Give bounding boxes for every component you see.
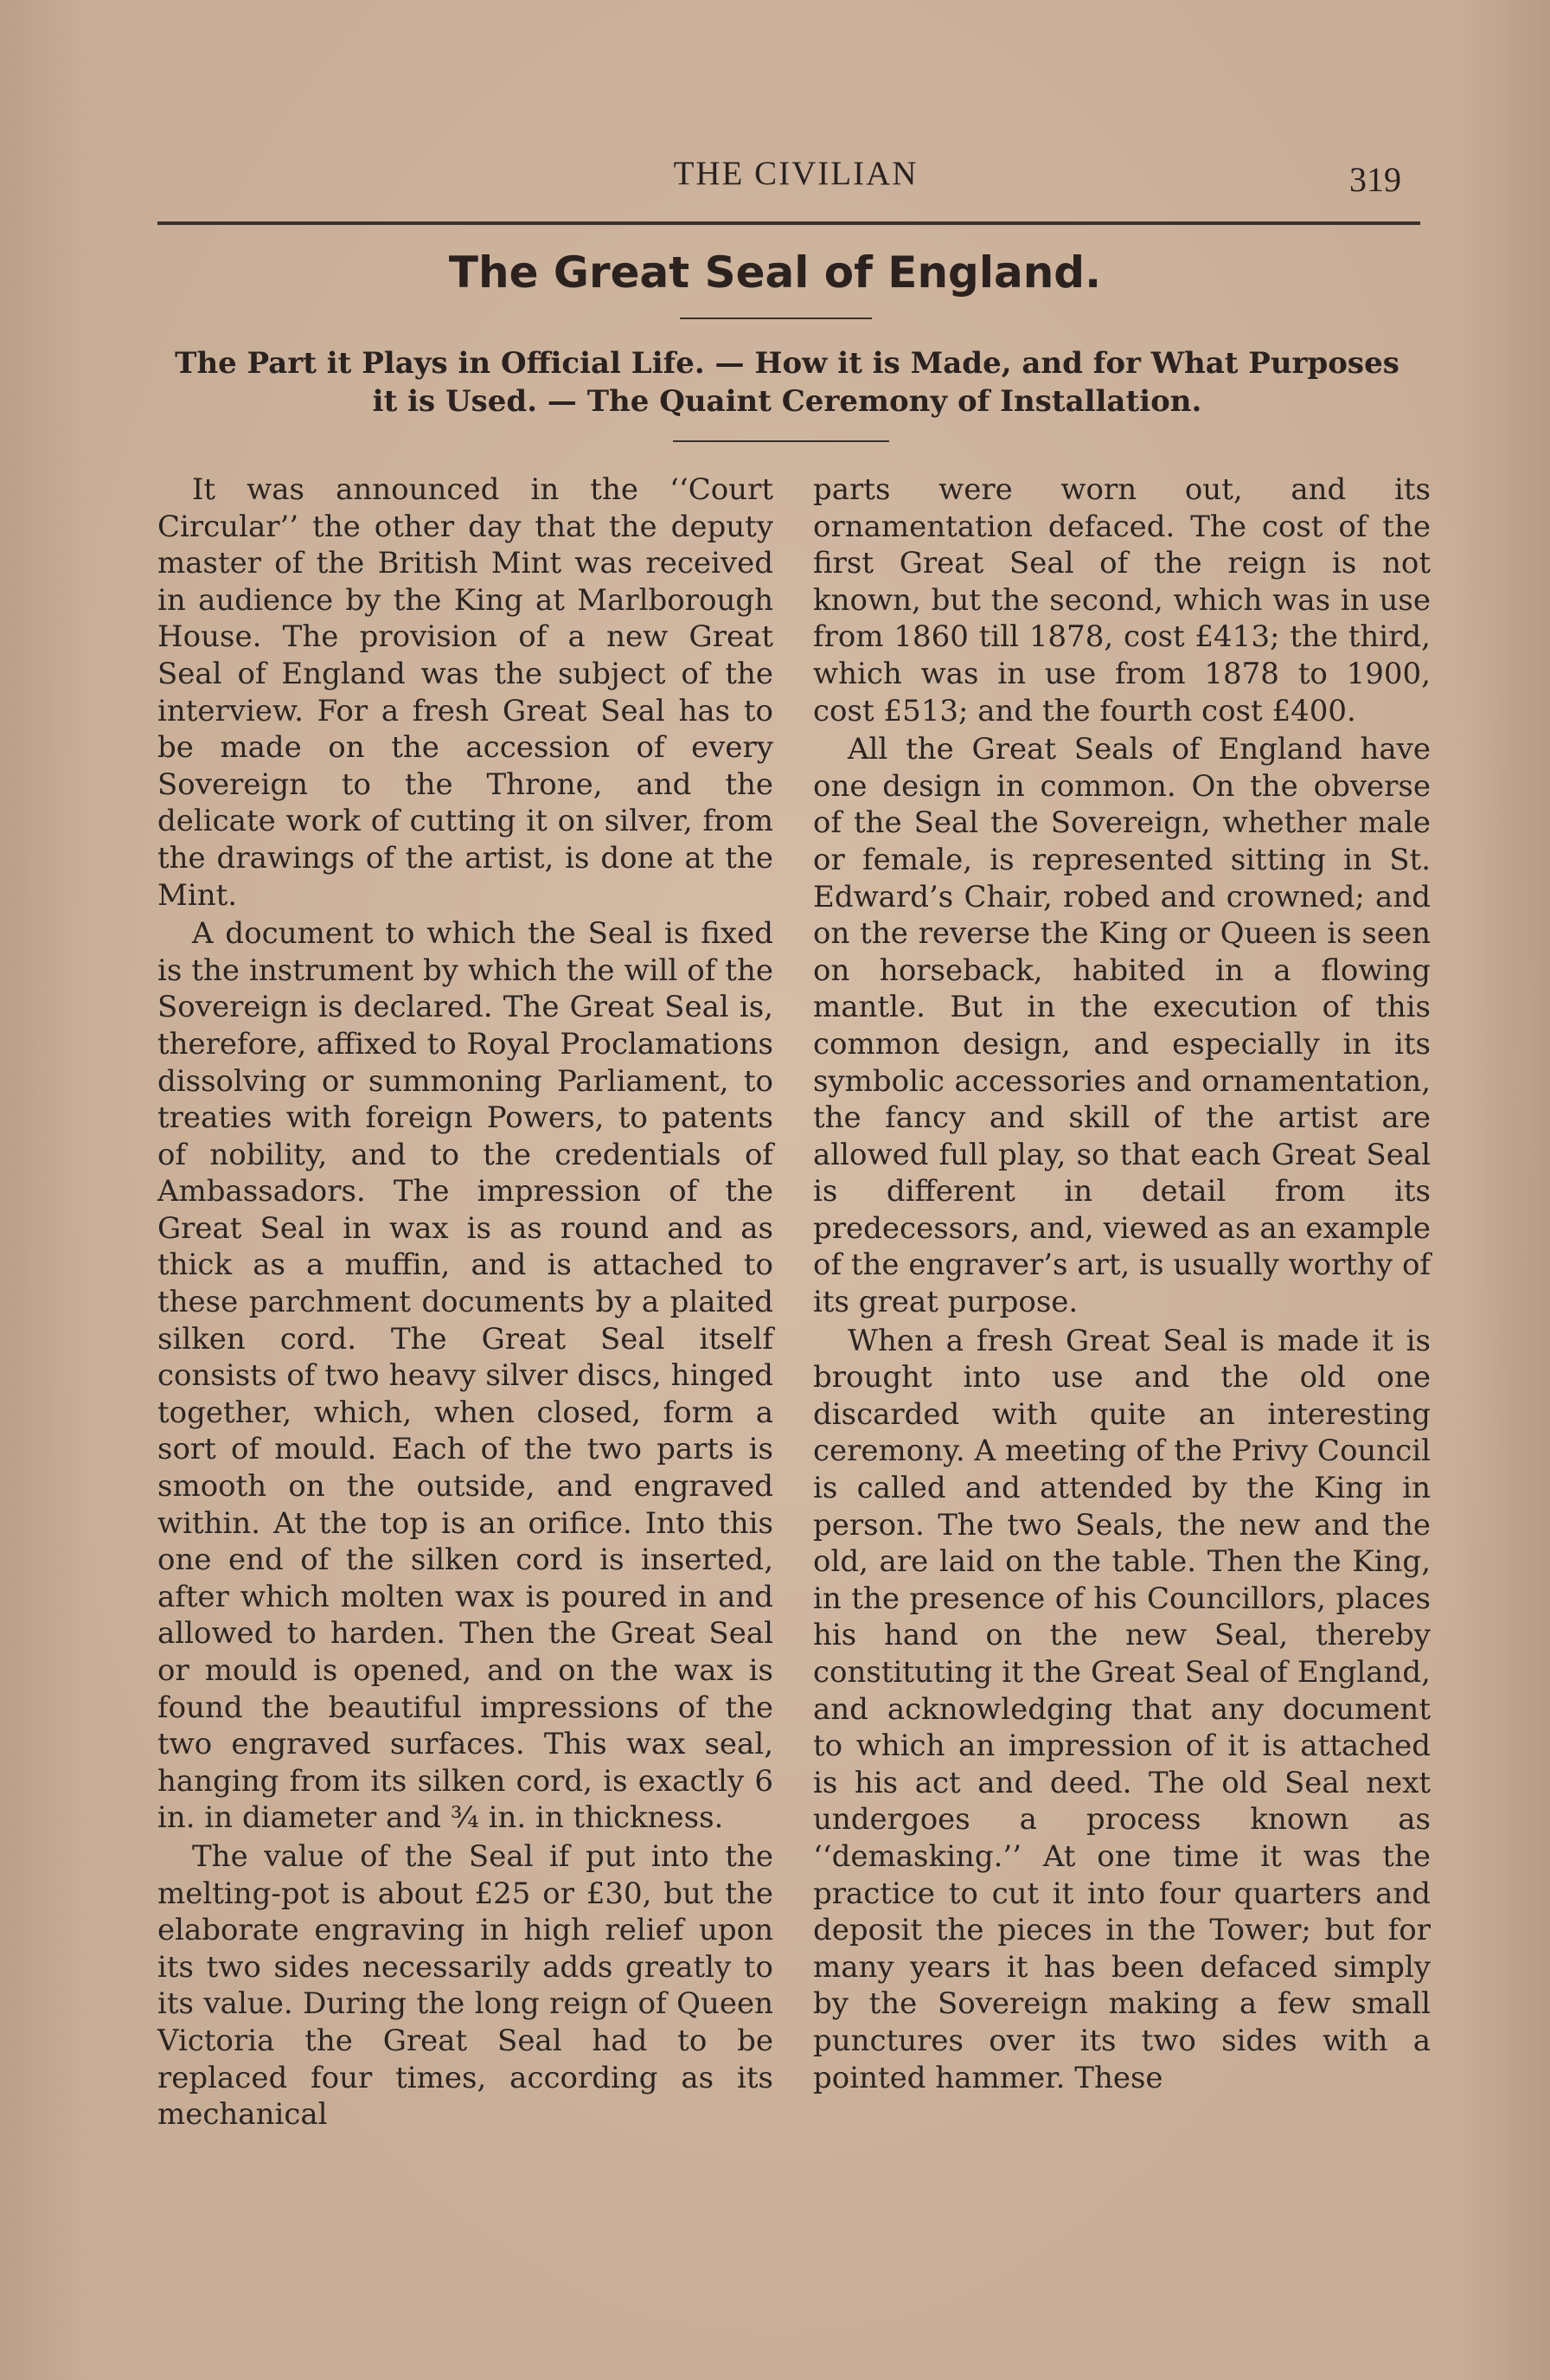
left-column [157,472,773,2133]
paragraph: parts were worn out, and its ornamentation defaced. The cost of the first Great Seal of the reign is not known, but the second, which was in use from 1860 till 1878, cost £413; the third, which was in use from 1878 to 1900, cost £513; and the fourth cost £400. [813,472,1431,728]
article-subtitle: The Part it Plays in Official Life. — How it is Made, and for What Purposes it is Used. — The Quaint Ceremony of Installation. [175,346,1399,419]
paragraph: A document to which the Seal is fixed is the instrument by which the will of the Sovereign is declared. The Great Seal is, therefore, affixed to Royal Proclamations dissolving or summoning Parliament, to treaties with foreign Powers, to patents of nobility, and to the credentials of Ambassadors. The impression of the Great Seal in wax is as round and as thick as a muffin, and is attached to these parchment documents by a plaited silken cord. The Great Seal itself consists of two heavy silver discs, hinged together, which, when closed, form a sort of mould. Each of the two parts is smooth on the outside, and engraved within. At the top is an orifice. Into this one end of the silken cord is inserted, after which molten wax is poured in and allowed to harden. Then the Great Seal or mould is opened, and on the wax is found the beautiful impressions of the two engraved surfaces. This wax seal, hanging from its silken cord, is exactly 6 in. in diameter and ¾ in. in thickness. [157,916,773,1836]
paragraph: The value of the Seal if put into the melting-pot is about £25 or £30, but the elaborate engraving in high relief upon its two sides necessarily adds greatly to its value. During the long reign of Queen Victoria the Great Seal had to be replaced four times, according as its mechanical [157,1838,773,2133]
title-rule [680,318,872,319]
right-column [813,472,1431,2096]
paragraph: When a fresh Great Seal is made it is brought into use and the old one discarded with quite an interesting ceremony. A meeting of the Privy Council is called and attended by the King in person. The two Seals, the new and the old, are laid on the table. Then the King, in the presence of his Councillors, places his hand on the new Seal, thereby constituting it the Great Seal of England, and acknowledging that any document to which an impression of it is attached is his act and deed. The old Seal next undergoes a process known as ‘‘demasking.’’ At one time it was the practice to cut it into four quarters and deposit the pieces in the Tower; but for many years it has been defaced simply by the Sovereign making a few small punctures over its two sides with a pointed hammer. These [813,1323,1431,2095]
header-rule [157,221,1420,225]
journal-title: THE CIVILIAN [673,155,919,192]
subtitle-rule [673,440,889,442]
page-number: 319 [1349,160,1401,199]
paragraph: It was announced in the ‘‘Court Circular’’ the other day that the deputy master of the British Mint was received in audience by the King at Marlborough House. The provision of a new Great Seal of England was the subject of the interview. For a fresh Great Seal has to be made on the accession of every Sovereign to the Throne, and the delicate work of cutting it on silver, from the drawings of the artist, is done at the Mint. [157,472,773,913]
paragraph: All the Great Seals of England have one design in common. On the obverse of the Seal the Sovereign, whether male or female, is represented sitting in St. Edward’s Chair, robed and crowned; and on the reverse the King or Queen is seen on horseback, habited in a flowing mantle. But in the execution of this common design, and especially in its symbolic accessories and ornamentation, the fancy and skill of the artist are allowed full play, so that each Great Seal is different in detail from its predecessors, and, viewed as an example of the engraver’s art, is usually worthy of its great purpose. [813,732,1431,1320]
article-title: The Great Seal of England. [448,247,1102,298]
running-head [0,154,1550,197]
